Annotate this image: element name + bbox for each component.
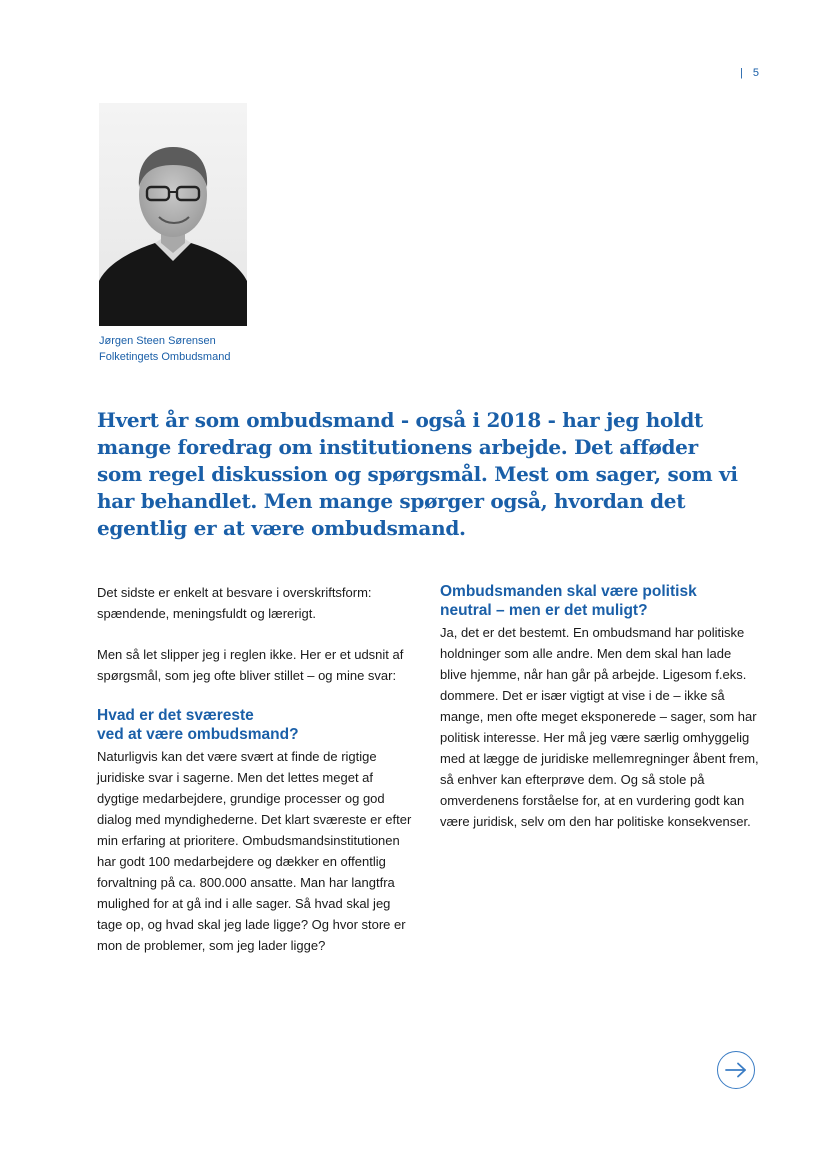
section-heading-hardest-line1: Hvad er det sværeste (97, 707, 254, 724)
lead-paragraph: Hvert år som ombudsmand - også i 2018 - har jeg holdt mange foredrag om institutionens arbejde. Det afføder som regel diskussion og spørgsmål. Mest om sager, som vi har behandlet. Men mange spørger også, hvordan det egentlig er at være ombudsmand. (97, 408, 738, 540)
page-number (740, 67, 760, 79)
section-body-hardest: Naturligvis kan det være svært at finde de rigtige juridiske svar i sagerne. Men det lettes meget af dygtige medarbejdere, grundige processer og god dialog med myndighederne. Det klart sværeste er efter min erfaring at prioritere. Ombudsmandsinstitutionen har godt 100 medarbejdere og dækker en offentlig forvaltning på ca. 800.000 ansatte. Man har langtfra mulighed for at gå ind i alle sager. Så hvad skal jeg tage op, og hvad skal jeg lade ligge? Og hvor store er mon de problemer, som jeg lader ligge? (97, 749, 412, 953)
section-heading-neutral-line1: Ombudsmanden skal være politisk (440, 583, 697, 600)
arrow-right-icon (725, 1062, 747, 1078)
next-page-button[interactable] (717, 1051, 755, 1089)
intro-paragraph-2: Men så let slipper jeg i reglen ikke. Her er et udsnit af spørgsmål, som jeg ofte bliver stillet – og mine svar: (97, 647, 404, 683)
section-heading-neutral-line2: neutral – men er det muligt? (440, 602, 648, 619)
right-column (440, 582, 760, 852)
caption-role: Folketingets Ombudsmand (99, 351, 231, 363)
person-silhouette-icon (99, 103, 247, 326)
left-column (97, 582, 417, 976)
section-body-neutral: Ja, det er det bestemt. En ombudsmand har politiske holdninger som alle andre. Men dem skal han lade blive hjemme, når han går på arbejde. Ligesom f.eks. dommere. Det er især vigtigt at vise i de – ikke så mange, men ofte meget eksponerede – sager, som har politisk interesse. Her må jeg være særlig omhyggelig med at lægge de juridiske mellemregninger åbent frem, så enhver kan efterprøve dem. Og så stole på omverdenens forståelse for, at en vurdering godt kan være juridisk, selv om den har politiske konsekvenser. (440, 625, 759, 829)
caption-name: Jørgen Steen Sørensen (99, 335, 216, 347)
portrait-caption (99, 333, 230, 365)
portrait-photo (99, 103, 247, 326)
page-number-value: 5 (752, 67, 760, 79)
intro-paragraph-1: Det sidste er enkelt at besvare i overskriftsform: spændende, meningsfuldt og lærerigt. (97, 585, 372, 621)
page-number-separator: | (740, 67, 744, 79)
section-heading-hardest-line2: ved at være ombudsmand? (97, 726, 299, 743)
section-heading-hardest (97, 706, 417, 744)
section-heading-neutral (440, 582, 760, 620)
